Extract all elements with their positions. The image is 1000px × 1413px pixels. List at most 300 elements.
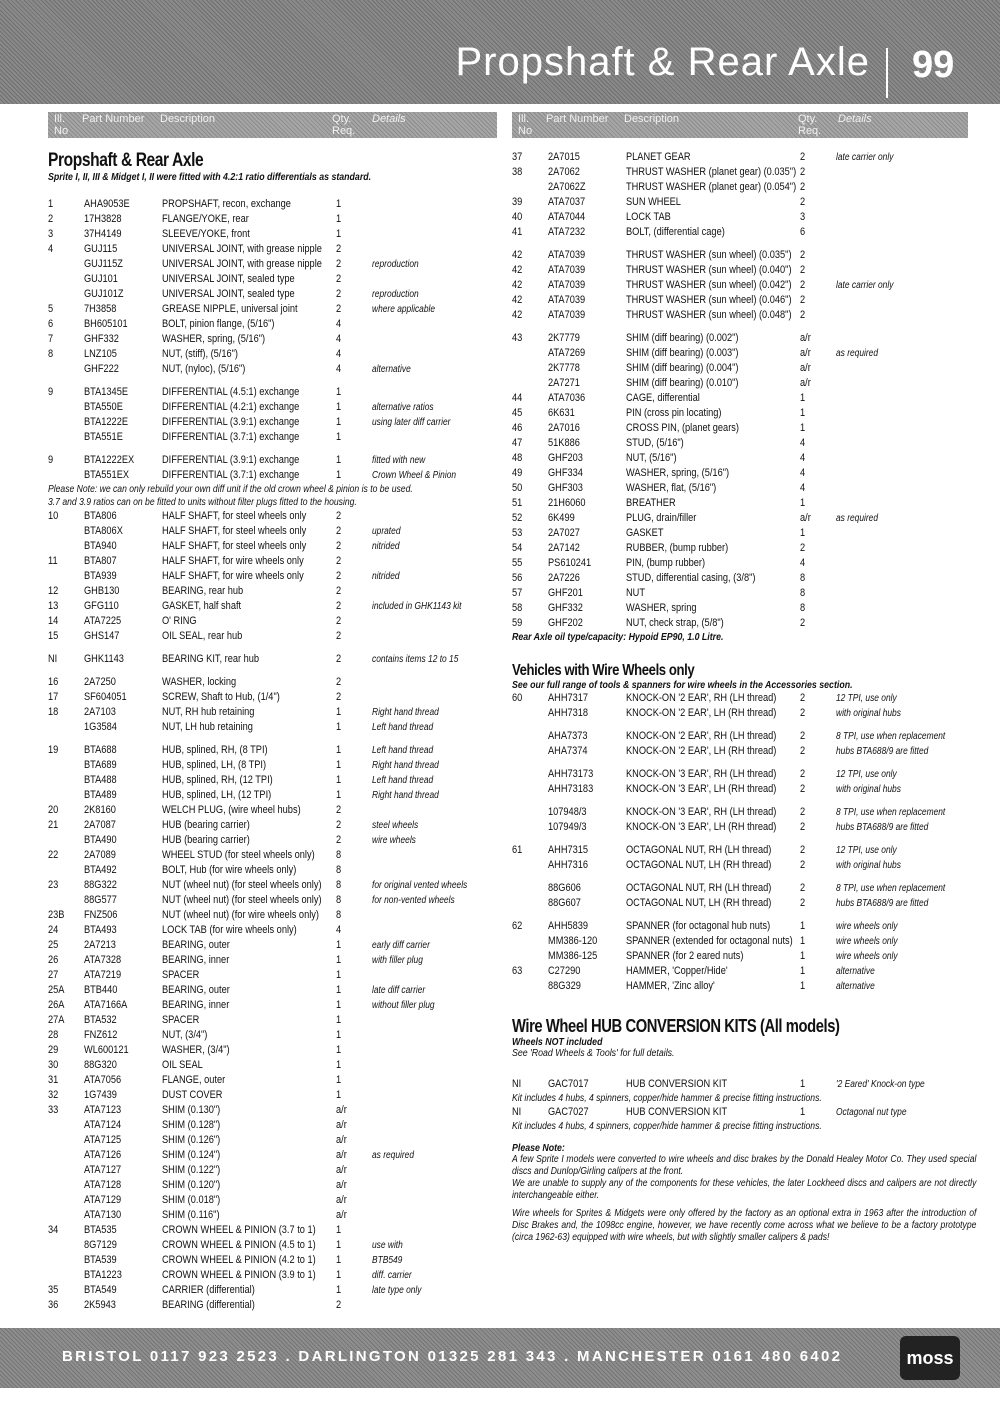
quantity: 2 (336, 1299, 342, 1311)
quantity: 2 (800, 196, 806, 208)
ill-number: 26A (48, 999, 65, 1011)
quantity: 4 (336, 348, 342, 360)
list-note: Kit includes 4 hubs, 4 spinners, copper/hide hammer & precise fitting instructions. (512, 1121, 822, 1132)
part-number: 2A7027 (548, 527, 580, 539)
part-number: 2A7103 (84, 706, 116, 718)
part-description: UNIVERSAL JOINT, with grease nipple (162, 243, 322, 255)
details: Right hand thread (372, 707, 439, 718)
quantity: 1 (336, 213, 342, 225)
details: wire wheels only (836, 921, 898, 932)
quantity: 1 (336, 1029, 342, 1041)
quantity: 2 (800, 181, 806, 193)
table-row (48, 1163, 498, 1178)
part-number: GFG110 (84, 600, 119, 612)
ill-number: 2 (48, 213, 54, 225)
quantity: 2 (336, 630, 342, 642)
quantity: 1 (336, 1269, 342, 1281)
part-description: UNIVERSAL JOINT, sealed type (162, 273, 295, 285)
quantity: 8 (336, 894, 342, 906)
part-number: BTA1345E (84, 386, 129, 398)
quantity: 1 (336, 1224, 342, 1236)
ill-number: 40 (512, 211, 523, 223)
table-row (48, 1238, 498, 1253)
part-number: 2A7213 (84, 939, 116, 951)
ill-number: 15 (48, 630, 59, 642)
table-row (48, 1178, 498, 1193)
col-qty: Qty. (798, 113, 818, 125)
part-description: HALF SHAFT, for steel wheels only (162, 510, 307, 522)
part-number: ATA7125 (84, 1134, 122, 1146)
part-number: AHH5839 (548, 920, 589, 932)
part-description: KNOCK-ON '2 EAR', LH (RH thread) (626, 745, 777, 757)
quantity: 2 (336, 819, 342, 831)
quantity: 2 (800, 882, 806, 894)
part-description: SHIM (diff bearing) (0.003") (626, 347, 739, 359)
quantity: 1 (800, 422, 806, 434)
part-number: GUJ101 (84, 273, 118, 285)
part-description: SPANNER (for octagonal hub nuts) (626, 920, 771, 932)
part-description: HALF SHAFT, for wire wheels only (162, 570, 304, 582)
quantity: 1 (336, 774, 342, 786)
part-number: GUJ101Z (84, 288, 124, 300)
part-description: HALF SHAFT, for steel wheels only (162, 540, 307, 552)
quantity: 1 (336, 198, 342, 210)
quantity: 2 (800, 151, 806, 163)
part-description: KNOCK-ON '3 EAR', RH (LH thread) (626, 768, 777, 780)
ill-number: 59 (512, 617, 523, 629)
part-number: ATA7225 (84, 615, 122, 627)
part-number: 88G607 (548, 897, 581, 909)
part-description: NUT (wheel nut) (for steel wheels only) (162, 894, 322, 906)
table-row (512, 165, 972, 180)
table-row (512, 744, 972, 759)
quantity: 2 (800, 745, 806, 757)
col-details: Details (372, 113, 406, 125)
ill-number: 25 (48, 939, 59, 951)
details: BTB549 (372, 1255, 403, 1266)
part-number: ATA7126 (84, 1149, 122, 1161)
ill-number: 31 (48, 1074, 59, 1086)
part-number: GUJ115 (84, 243, 118, 255)
part-description: CARRIER (differential) (162, 1284, 255, 1296)
ill-number: 39 (512, 196, 523, 208)
table-row (512, 466, 972, 481)
part-number: 88G577 (84, 894, 117, 906)
part-description: CROWN WHEEL & PINION (3.9 to 1) (162, 1269, 316, 1281)
part-description: THRUST WASHER (sun wheel) (0.042") (626, 279, 792, 291)
part-description: DIFFERENTIAL (3.7:1) exchange (162, 431, 300, 443)
part-description: WASHER, (3/4") (162, 1044, 230, 1056)
details: with original hubs (836, 860, 901, 871)
quantity: 2 (336, 288, 342, 300)
table-row (48, 1148, 498, 1163)
ill-number: 42 (512, 264, 523, 276)
ill-number: 29 (48, 1044, 59, 1056)
col-part: Part Number (546, 113, 609, 125)
part-description: LOCK TAB (for wire wheels only) (162, 924, 297, 936)
part-number: ATA7129 (84, 1194, 122, 1206)
part-description: OCTAGONAL NUT, RH (LH thread) (626, 882, 772, 894)
ill-number: 34 (48, 1224, 59, 1236)
part-number: GAC7027 (548, 1106, 589, 1118)
part-description: WASHER, spring, (5/16") (626, 467, 730, 479)
quantity: 1 (336, 999, 342, 1011)
quantity: 8 (336, 879, 342, 891)
table-row (48, 983, 498, 998)
table-row (48, 509, 498, 524)
ill-number: 49 (512, 467, 523, 479)
table-row (512, 979, 972, 994)
details: alternative (372, 364, 411, 375)
ill-number: 20 (48, 804, 59, 816)
part-number: BTA551E (84, 431, 123, 443)
part-number: ATA7036 (548, 392, 586, 404)
ill-number: 35 (48, 1284, 59, 1296)
part-description: SHIM (0.128") (162, 1119, 221, 1131)
ill-number: 36 (48, 1299, 59, 1311)
table-row (48, 720, 498, 735)
part-number: GHS147 (84, 630, 120, 642)
quantity: 1 (336, 1044, 342, 1056)
part-number: AHA9053E (84, 198, 130, 210)
part-description: SCREW, Shaft to Hub, (1/4") (162, 691, 280, 703)
ill-number: 50 (512, 482, 523, 494)
details: 12 TPI, use only (836, 769, 897, 780)
quantity: 1 (336, 1089, 342, 1101)
details: Left hand thread (372, 722, 434, 733)
part-number: MM386-120 (548, 935, 598, 947)
part-description: CAGE, differential (626, 392, 700, 404)
part-number: GHK1143 (84, 653, 124, 665)
part-description: HALF SHAFT, for steel wheels only (162, 525, 307, 537)
part-number: ATA7328 (84, 954, 122, 966)
row-gap (512, 797, 972, 805)
col-ill: Ill. (518, 113, 529, 125)
table-row (512, 496, 972, 511)
part-description: BEARING, rear hub (162, 585, 244, 597)
quantity: 4 (336, 333, 342, 345)
part-description: UNIVERSAL JOINT, sealed type (162, 288, 295, 300)
part-description: HAMMER, 'Copper/Hide' (626, 965, 728, 977)
part-description: SHIM (0.120") (162, 1179, 221, 1191)
part-number: 2A7016 (548, 422, 580, 434)
part-description: BEARING KIT, rear hub (162, 653, 260, 665)
table-row (512, 556, 972, 571)
table-row (48, 1058, 498, 1073)
ill-number: 1 (48, 198, 54, 210)
details: for non-vented wheels (372, 895, 455, 906)
table-row (48, 400, 498, 415)
part-description: HUB (bearing carrier) (162, 819, 250, 831)
quantity: 2 (336, 691, 342, 703)
ill-number: 56 (512, 572, 523, 584)
table-row (512, 248, 972, 263)
part-number: 2K7778 (548, 362, 580, 374)
ill-number: 24 (48, 924, 59, 936)
quantity: 1 (336, 416, 342, 428)
table-row (48, 1298, 498, 1313)
row-gap (48, 667, 498, 675)
part-number: BTA490 (84, 834, 117, 846)
details: alternative (836, 966, 875, 977)
row-gap (48, 445, 498, 453)
quantity: 8 (336, 849, 342, 861)
table-row (512, 361, 972, 376)
part-description: WHEEL STUD (for steel wheels only) (162, 849, 315, 861)
row-gap (48, 377, 498, 385)
part-number: ATA7166A (84, 999, 128, 1011)
ill-number: 42 (512, 309, 523, 321)
table-row (512, 481, 972, 496)
quantity: 2 (800, 730, 806, 742)
ill-number: 42 (512, 294, 523, 306)
table-row (48, 569, 498, 584)
part-description: DIFFERENTIAL (4.2:1) exchange (162, 401, 300, 413)
quantity: 1 (800, 497, 806, 509)
part-description: WASHER, flat, (5/16") (626, 482, 717, 494)
col-desc: Description (160, 113, 216, 125)
quantity: 2 (336, 676, 342, 688)
part-description: HUB, splined, LH, (8 TPI) (162, 759, 267, 771)
part-description: THRUST WASHER (planet gear) (0.054") (626, 181, 797, 193)
list-note: Rear Axle oil type/capacity: Hypoid EP90, 1.0 Litre. (512, 632, 724, 643)
part-description: NUT, (stiff), (5/16") (162, 348, 239, 360)
ill-number: 46 (512, 422, 523, 434)
table-row (512, 934, 972, 949)
table-row (48, 539, 498, 554)
part-description: CROWN WHEEL & PINION (3.7 to 1) (162, 1224, 316, 1236)
quantity: 2 (800, 707, 806, 719)
part-number: 88G320 (84, 1059, 117, 1071)
details: alternative (836, 981, 875, 992)
quantity: a/r (800, 362, 811, 374)
ill-number: 61 (512, 844, 523, 856)
col-no: No (518, 125, 533, 137)
ill-number: 9 (48, 454, 54, 466)
part-number: 107948/3 (548, 806, 587, 818)
quantity: 4 (336, 924, 342, 936)
part-description: THRUST WASHER (sun wheel) (0.046") (626, 294, 792, 306)
parts-list-left (48, 197, 498, 1313)
quantity: 8 (336, 909, 342, 921)
part-number: GHB130 (84, 585, 120, 597)
table-row (512, 691, 972, 706)
part-number: BTA551EX (84, 469, 130, 481)
ill-number: 43 (512, 332, 523, 344)
details: Right hand thread (372, 760, 439, 771)
quantity: 2 (800, 249, 806, 261)
ill-number: 23 (48, 879, 59, 891)
part-number: ATA7039 (548, 309, 586, 321)
quantity: a/r (336, 1134, 347, 1146)
table-row (48, 415, 498, 430)
quantity: 1 (336, 721, 342, 733)
part-number: GHF332 (548, 602, 583, 614)
details: where applicable (372, 304, 436, 315)
part-description: HALF SHAFT, for wire wheels only (162, 555, 304, 567)
part-number: FNZ612 (84, 1029, 118, 1041)
quantity: 2 (800, 294, 806, 306)
table-row (48, 1088, 498, 1103)
quantity: 2 (800, 542, 806, 554)
part-number: AHH73183 (548, 783, 594, 795)
part-description: DIFFERENTIAL (3.9:1) exchange (162, 416, 300, 428)
quantity: 1 (336, 969, 342, 981)
ill-number: 41 (512, 226, 523, 238)
table-row (512, 782, 972, 797)
quantity: a/r (800, 377, 811, 389)
part-description: THRUST WASHER (planet gear) (0.035") (626, 166, 797, 178)
part-number: ATA7219 (84, 969, 122, 981)
details: 12 TPI, use only (836, 693, 897, 704)
part-description: BEARING, outer (162, 984, 230, 996)
col-details: Details (838, 113, 872, 125)
ill-number: 45 (512, 407, 523, 419)
part-description: KNOCK-ON '3 EAR', RH (LH thread) (626, 806, 777, 818)
part-description: O' RING (162, 615, 197, 627)
part-number: BH605101 (84, 318, 128, 330)
part-number: 1G3584 (84, 721, 117, 733)
part-description: PIN, (bump rubber) (626, 557, 706, 569)
part-description: GASKET (626, 527, 664, 539)
part-description: NUT (wheel nut) (for wire wheels only) (162, 909, 319, 921)
ill-number: 10 (48, 510, 59, 522)
table-row (48, 878, 498, 893)
table-row (48, 652, 498, 667)
quantity: 6 (800, 226, 806, 238)
table-row (512, 195, 972, 210)
table-row (512, 896, 972, 911)
part-number: WL600121 (84, 1044, 129, 1056)
part-number: AHH7317 (548, 692, 589, 704)
hub-section-title: Wire Wheel HUB CONVERSION KITS (All models) (512, 1016, 840, 1036)
table-row (48, 1133, 498, 1148)
table-row (512, 526, 972, 541)
details: alternative ratios (372, 402, 434, 413)
part-number: 37H4149 (84, 228, 122, 240)
table-row (48, 803, 498, 818)
ill-number: 30 (48, 1059, 59, 1071)
table-row (48, 938, 498, 953)
quantity: 2 (800, 859, 806, 871)
quantity: 1 (336, 954, 342, 966)
part-description: THRUST WASHER (sun wheel) (0.035") (626, 249, 792, 261)
table-row (512, 421, 972, 436)
part-description: GREASE NIPPLE, universal joint (162, 303, 298, 315)
table-row (512, 150, 972, 165)
quantity: 2 (336, 303, 342, 315)
part-number: 88G322 (84, 879, 117, 891)
ill-number: NI (48, 653, 58, 665)
ill-number: 17 (48, 691, 59, 703)
part-description: CROWN WHEEL & PINION (4.5 to 1) (162, 1239, 316, 1251)
table-row (48, 212, 498, 227)
ill-number: 53 (512, 527, 523, 539)
table-row (512, 767, 972, 782)
header-divider (886, 48, 888, 98)
part-number: ATA7232 (548, 226, 586, 238)
quantity: 2 (336, 555, 342, 567)
quantity: 1 (336, 789, 342, 801)
part-description: SHIM (diff bearing) (0.010") (626, 377, 739, 389)
quantity: 1 (800, 935, 806, 947)
quantity: a/r (336, 1119, 347, 1131)
part-description: NUT (wheel nut) (for steel wheels only) (162, 879, 322, 891)
part-description: WASHER, spring (626, 602, 697, 614)
details: for original vented wheels (372, 880, 468, 891)
table-row (48, 1118, 498, 1133)
quantity: 4 (800, 557, 806, 569)
section-title: Propshaft & Rear Axle (48, 150, 204, 171)
quantity: 8 (336, 864, 342, 876)
part-description: SHIM (0.124") (162, 1149, 221, 1161)
quantity: 1 (336, 228, 342, 240)
part-number: BTA939 (84, 570, 117, 582)
quantity: 2 (336, 615, 342, 627)
quantity: 2 (336, 540, 342, 552)
table-row (48, 773, 498, 788)
part-description: GASKET, half shaft (162, 600, 242, 612)
part-description: OIL SEAL, rear hub (162, 630, 243, 642)
quantity: 1 (336, 759, 342, 771)
part-number: BTA535 (84, 1224, 117, 1236)
part-description: BOLT, pinion flange, (5/16") (162, 318, 275, 330)
details: without filler plug (372, 1000, 435, 1011)
part-number: GAC7017 (548, 1078, 589, 1090)
part-description: LOCK TAB (626, 211, 671, 223)
part-number: ATA7124 (84, 1119, 122, 1131)
quantity: a/r (800, 332, 811, 344)
table-row (512, 210, 972, 225)
table-row (48, 908, 498, 923)
details: hubs BTA688/9 are fitted (836, 898, 929, 909)
col-desc: Description (624, 113, 680, 125)
part-number: ATA7128 (84, 1179, 122, 1191)
row-gap (512, 835, 972, 843)
table-row (48, 430, 498, 445)
table-row (48, 968, 498, 983)
quantity: a/r (336, 1179, 347, 1191)
details: late carrier only (836, 280, 894, 291)
part-number: 2A7271 (548, 377, 580, 389)
column-header-left (48, 112, 497, 138)
table-row (48, 385, 498, 400)
please-note-label: Please Note: (512, 1143, 565, 1154)
table-row (512, 541, 972, 556)
ill-number: 62 (512, 920, 523, 932)
part-description: BEARING, inner (162, 999, 230, 1011)
quantity: 1 (336, 401, 342, 413)
moss-logo: moss (900, 1336, 960, 1380)
details: wire wheels (372, 835, 416, 846)
ill-number: 57 (512, 587, 523, 599)
part-description: BOLT, Hub (for wire wheels only) (162, 864, 297, 876)
quantity: 2 (800, 844, 806, 856)
part-description: NUT, (3/4") (162, 1029, 208, 1041)
table-row (48, 332, 498, 347)
part-number: 7H3858 (84, 303, 117, 315)
part-number: AHH7316 (548, 859, 589, 871)
details: Left hand thread (372, 745, 434, 756)
parts-list-right (512, 150, 972, 644)
part-number: GHF334 (548, 467, 583, 479)
col-req: Req. (332, 125, 356, 137)
ill-number: 12 (48, 585, 59, 597)
part-description: NUT, (nyloc), (5/16") (162, 363, 246, 375)
row-gap (48, 644, 498, 652)
part-number: GHF201 (548, 587, 583, 599)
details: '2 Eared' Knock-on type (836, 1079, 925, 1090)
